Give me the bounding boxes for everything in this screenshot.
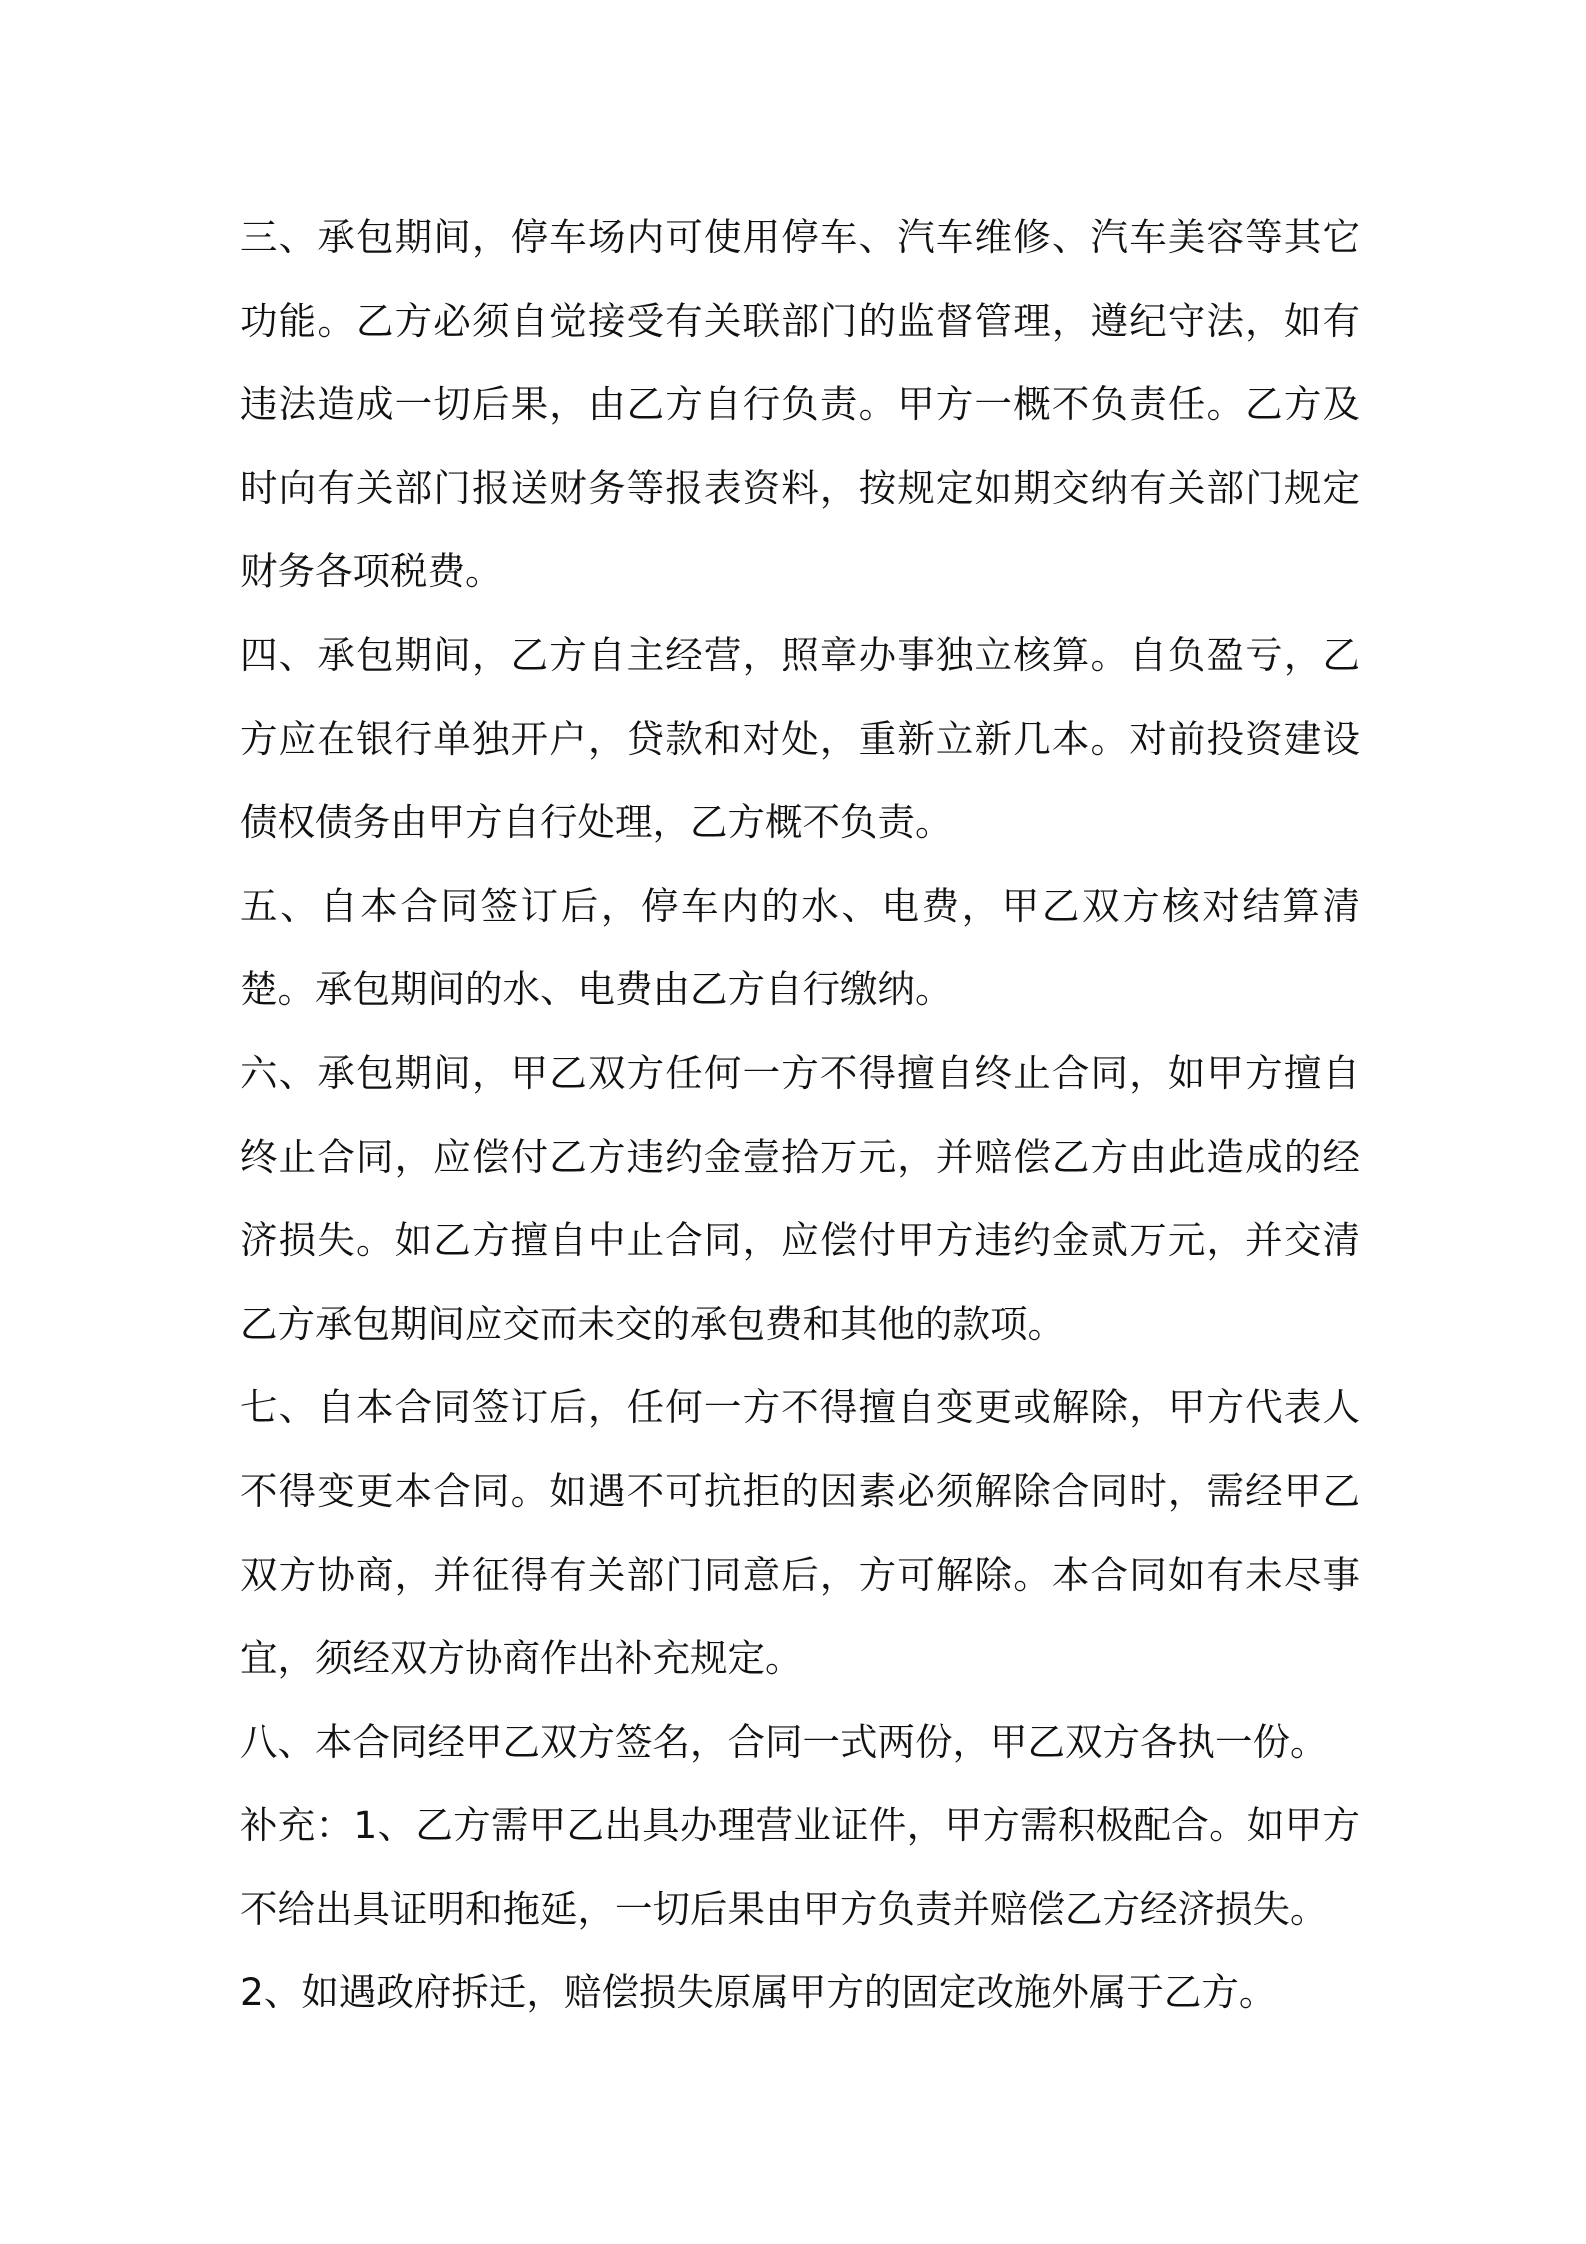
clause-eight: 八、本合同经甲乙双方签名，合同一式两份，甲乙双方各执一份。 bbox=[240, 1719, 1328, 1764]
contract-body bbox=[240, 196, 1360, 2035]
supplement-one: 补充：1、乙方需甲乙出具办理营业证件，甲方需积极配合。如甲方不给出具证明和拖延，一切后果由甲方负责并赔偿乙方经济损失。 bbox=[240, 1803, 1360, 1931]
clause-five: 五、自本合同签订后，停车内的水、电费，甲乙双方核对结算清楚。承包期间的水、电费由乙方自行缴纳。 bbox=[240, 883, 1360, 1012]
clause-four: 四、承包期间，乙方自主经营，照章办事独立核算。自负盈亏，乙方应在银行单独开户，贷款和对处，重新立新几本。对前投资建设债权债务由甲方自行处理，乙方概不负责。 bbox=[240, 632, 1360, 845]
clause-six: 六、承包期间，甲乙双方任何一方不得擅自终止合同，如甲方擅自终止合同，应偿付乙方违约金壹拾万元，并赔偿乙方由此造成的经济损失。如乙方擅自中止合同，应偿付甲方违约金贰万元，并交清乙方承包期间应交而未交的承包费和其他的款项。 bbox=[240, 1050, 1360, 1346]
clause-seven: 七、自本合同签订后，任何一方不得擅自变更或解除，甲方代表人不得变更本合同。如遇不可抗拒的因素必须解除合同时，需经甲乙双方协商，并征得有关部门同意后，方可解除。本合同如有未尽事宜，须经双方协商作出补充规定。 bbox=[240, 1385, 1360, 1681]
clause-three: 三、承包期间，停车场内可使用停车、汽车维修、汽车美容等其它功能。乙方必须自觉接受有关联部门的监督管理，遵纪守法，如有违法造成一切后果，由乙方自行负责。甲方一概不负责任。乙方及时向有关部门报送财务等报表资料，按规定如期交纳有关部门规定财务各项税费。 bbox=[240, 215, 1360, 594]
supplement-two: 2、如遇政府拆迁，赔偿损失原属甲方的固定改施外属于乙方。 bbox=[240, 1970, 1277, 2015]
